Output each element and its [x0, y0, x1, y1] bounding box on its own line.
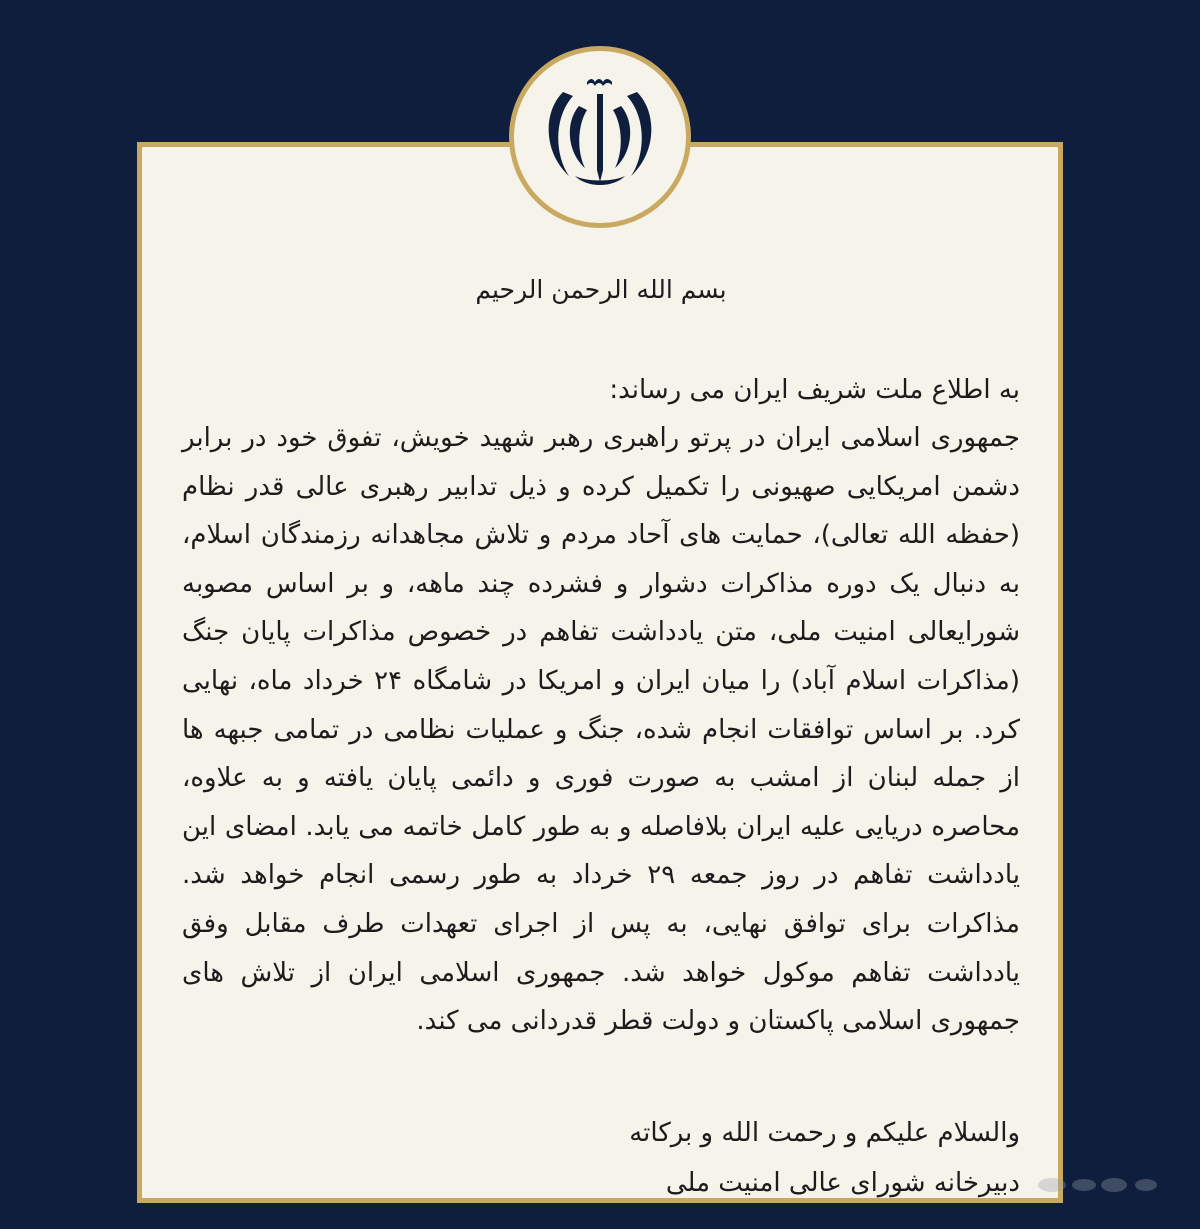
emblem-icon: [535, 72, 665, 202]
statement-content: [182, 260, 1020, 1208]
statement-body: جمهوری اسلامی ایران در پرتو راهبری رهبر شهید خویش، تفوق خود در برابر دشمن امریکایی صهیونی را تکمیل کرده و ذیل تدابیر رهبری عالی قدر نظام (حفظه الله تعالی)، حمایت های آحاد مردم و تلاش مجاهدانه رزمندگان اسلام، به دنبال یک دوره مذاکرات دشوار و فشرده چند ماهه، و بر اساس مصوبه شورایعالی امنیت ملی، متن یادداشت تفاهم در خصوص مذاکرات پایان جنگ (مذاکرات اسلام آباد) را میان ایران و امریکا در شامگاه ۲۴ خرداد ماه، نهایی کرد. بر اساس توافقات انجام شده، جنگ و عملیات نظامی در تمامی جبهه ها از جمله لبنان از امشب به صورت فوری و دائمی پایان یافته و به علاوه، محاصره دریایی علیه ایران بلافاصله و به طور کامل خاتمه می یابد. امضای این یادداشت تفاهم در روز جمعه ۲۹ خرداد به طور رسمی انجام خواهد شد. مذاکرات برای توافق نهایی، به پس از اجرای تعهدات طرف مقابل وفق یادداشت تفاهم موکول خواهد شد. جمهوری اسلامی ایران از تلاش های جمهوری اسلامی پاکستان و دولت قطر قدردانی می کند.: [182, 423, 1020, 1037]
watermark-logo: [1022, 1168, 1172, 1202]
intro-line: به اطلاع ملت شریف ایران می رساند:: [609, 375, 1020, 405]
basmala: بسم الله الرحمن الرحیم: [475, 275, 727, 304]
closing-block: [182, 1108, 1020, 1208]
closing-greeting: والسلام علیکم و رحمت الله و برکاته: [629, 1117, 1020, 1148]
signature: دبیرخانه شورای عالی امنیت ملی: [665, 1167, 1020, 1198]
emblem-badge: [509, 46, 691, 228]
